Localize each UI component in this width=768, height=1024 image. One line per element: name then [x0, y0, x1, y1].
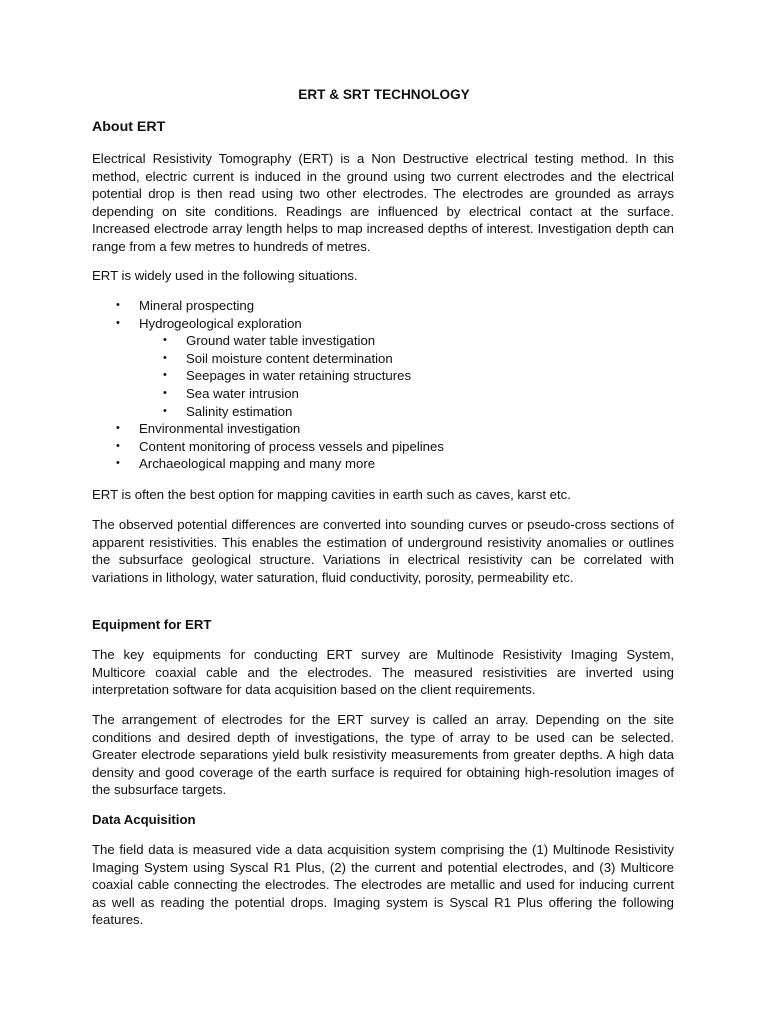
list-item: • Mineral prospecting — [92, 297, 674, 315]
section-heading-equipment: Equipment for ERT — [92, 617, 212, 632]
paragraph-acquisition-1: The field data is measured vide a data acquisition system comprising the (1) Multinode Resistivity Imaging System using Syscal R1 Plus, (2) the current and potential electrodes, and (3) Multicore coaxial cable connecting the electrodes. The electrodes are metallic and used for inducing current as well as reading the potential drops. Imaging system is Syscal R1 Plus offering the following features. — [92, 842, 674, 928]
section-heading-about: About ERT — [92, 119, 166, 135]
paragraph-cavities: ERT is often the best option for mapping cavities in earth such as caves, karst etc. — [92, 487, 571, 502]
hydro-sublist — [92, 332, 674, 420]
paragraph-uses-intro: ERT is widely used in the following situations. — [92, 268, 358, 283]
list-item: • Environmental investigation — [92, 420, 674, 438]
paragraph-intro: Electrical Resistivity Tomography (ERT) is a Non Destructive electrical testing method. In this method, electric current is induced in the ground using two current electrodes and the electrical potential drop is then read using two other electrodes. The electrodes are grounded as arrays depending on site conditions. Readings are influenced by electrical contact at the surface. Increased electrode array length helps to map increased depths of interest. Investigation depth can range from a few metres to hundreds of metres. — [92, 151, 674, 254]
list-item: • Archaeological mapping and many more — [92, 455, 674, 473]
paragraph-equipment-1: The key equipments for conducting ERT survey are Multinode Resistivity Imaging System, Multicore coaxial cable and the electrodes. The measured resistivities are inverted using interpretation software for data acquisition based on the client requirements. — [92, 647, 674, 698]
list-item: • Content monitoring of process vessels and pipelines — [92, 438, 674, 456]
list-item: • Hydrogeological exploration • Ground water table investigation • Soil moisture content determination • Seepages in water retaining structures • Sea water intrusion • Salinity estimation — [92, 315, 674, 421]
list-item: • Soil moisture content determination — [92, 350, 674, 368]
list-item: • Sea water intrusion — [92, 385, 674, 403]
list-item: • Salinity estimation — [92, 403, 674, 421]
list-item: • Seepages in water retaining structures — [92, 367, 674, 385]
list-item: • Ground water table investigation — [92, 332, 674, 350]
page-title: ERT & SRT TECHNOLOGY — [298, 87, 470, 102]
paragraph-equipment-2: The arrangement of electrodes for the ERT survey is called an array. Depending on the site conditions and desired depth of investigations, the type of array to be used can be selected. Greater electrode separations yield bulk resistivity measurements from greater depths. A high data density and good coverage of the earth surface is required for obtaining high-resolution images of the subsurface targets. — [92, 712, 674, 798]
uses-list — [92, 297, 674, 473]
paragraph-observed: The observed potential differences are converted into sounding curves or pseudo-cross sections of apparent resistivities. This enables the estimation of underground resistivity anomalies or outlines the subsurface geological structure. Variations in electrical resistivity can be correlated with variations in lithology, water saturation, fluid conductivity, porosity, permeability etc. — [92, 517, 674, 585]
section-heading-acquisition: Data Acquisition — [92, 812, 196, 827]
